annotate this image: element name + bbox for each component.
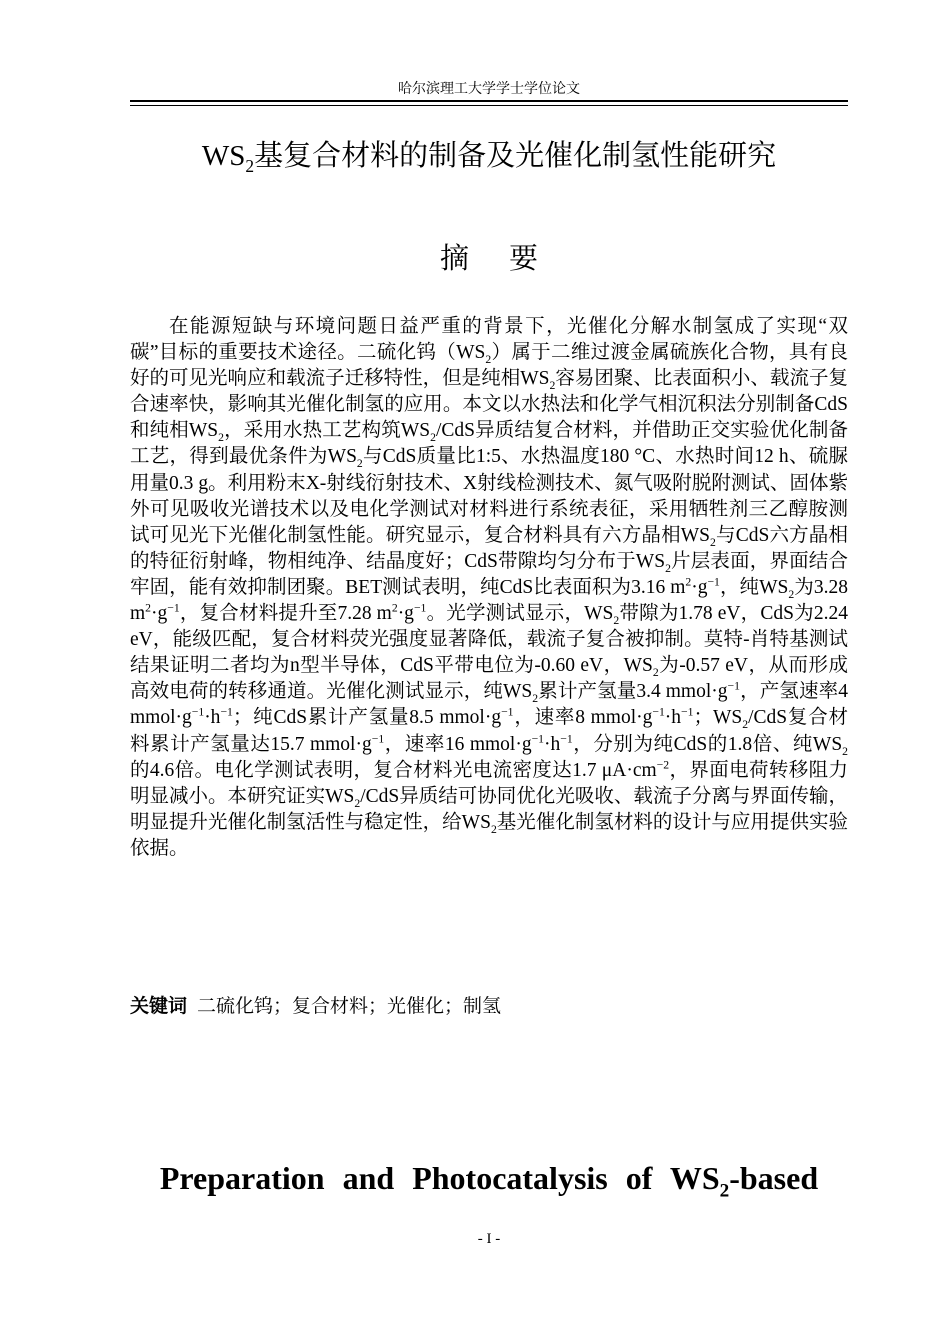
abstract-superscript: −1 [167,601,180,615]
abstract-paragraph [130,314,848,862]
abstract-subscript: 2 [652,666,659,680]
abstract-superscript: −1 [220,705,233,719]
english-title-a: Preparation and Photocatalysis of WS [159,1160,720,1196]
header-rule-thin [130,105,848,106]
abstract-text-run: ·h [204,707,221,729]
abstract-text-run: ，复合材料提升至7.28 m [179,603,392,625]
abstract-superscript: −1 [531,732,545,745]
abstract-text-run: /CdS复合材料累计产氢量达15.7 mmol·g [130,707,848,755]
abstract-heading: 摘要 [439,241,578,275]
abstract-subscript: 2 [356,457,363,471]
abstract-text-run: ·g [151,603,168,625]
abstract-text-run: ）属于二维过渡金属硫族化合物，具有良好的可见光响应和载流子迁移特性，但是纯相WS [130,342,848,390]
abstract-text-run: ·h [544,733,561,755]
abstract-text-run: ·g [397,603,414,625]
abstract-text-run: ·g [691,576,708,598]
abstract-text-run: 与CdS质量比1:5、水热温度180 °C、水热时间12 h、硫脲用量0.3 g。利用粉末X-射线衍射技术、X射线检测技术、氮气吸附脱附测试、固体紫外可见吸收光谱技术以及电化学测试对材料进行系统表征，采用牺牲剂三乙醇胺测试可见光下光催化制氢性能。研究显示，复合材料具有六方晶相WS [130,446,848,546]
abstract-superscript: 2 [145,601,152,615]
abstract-subscript: 2 [485,352,492,366]
abstract-superscript: 2 [685,575,692,589]
abstract-superscript: −1 [727,679,740,693]
abstract-subscript: 2 [842,744,849,758]
abstract-text-run: 为-0.57 eV，从而形成高效电荷的转移通道。光催化测试显示，纯WS [130,655,848,703]
abstract-subscript: 2 [532,692,539,706]
abstract-superscript: −2 [656,758,670,772]
title-subscript: 2 [245,155,255,176]
english-title-subscript: 2 [719,1180,730,1202]
abstract-text-run: ；WS [693,707,743,729]
abstract-text-run: /CdS异质结复合材料，并借助正交实验优化制备工艺，得到最优条件为WS [130,420,848,468]
abstract-subscript: 2 [218,431,224,445]
abstract-superscript: −1 [371,732,385,745]
abstract-text-run: ，分别为纯CdS的1.8倍、纯WS [572,733,843,755]
abstract-superscript: −1 [652,705,665,719]
english-title [100,1160,878,1202]
abstract-subscript: 2 [788,587,795,601]
thesis-title [100,133,878,174]
abstract-subscript: 2 [710,535,716,549]
abstract-text-run: ·h [664,707,682,729]
abstract-text-run: 累计产氢量3.4 mmol·g [538,681,728,703]
abstract-text-run: ，产氢速率4 mmol·g [130,681,848,729]
abstract-text-run: 在能源短缺与环境问题日益严重的背景下，光催化分解水制氢成了实现“双碳”目标的重要技术途径。二硫化钨（WS [130,316,848,364]
abstract-text-run: ，纯WS [719,576,789,598]
abstract-superscript: −1 [191,705,205,719]
abstract-subscript: 2 [430,431,436,445]
page-number: - I - [477,1231,501,1247]
abstract-subscript: 2 [613,613,620,627]
abstract-superscript: −1 [707,575,720,589]
english-title-b: -based [729,1160,819,1196]
abstract-text-run: ；纯CdS累计产氢量8.5 mmol·g [232,707,502,729]
abstract-subscript: 2 [549,379,556,393]
abstract-text-run: ，速率16 mmol·g [384,733,532,755]
abstract-text-run: /CdS异质结可协同优化光吸收、载流子分离与界面传输，明显提升光催化制氢活性与稳定性，给WS [130,785,848,833]
abstract-subscript: 2 [665,561,671,575]
keywords-line [130,991,848,1018]
abstract-text-run: ，界面电荷转移阻力明显减小。本研究证实WS [130,759,848,807]
abstract-superscript: −1 [501,705,514,719]
abstract-superscript: 2 [391,601,398,615]
abstract-superscript: −1 [681,705,694,719]
abstract-text-run: 与CdS六方晶相的特征衍射峰，物相纯净、结晶度好；CdS带隙均匀分布于WS [130,524,848,572]
abstract-subscript: 2 [490,822,497,836]
abstract-text-run: ，采用水热工艺构筑WS [224,420,431,442]
abstract-text-run: 的4.6倍。电化学测试表明，复合材料光电流密度达1.7 μA·cm [130,759,657,781]
abstract-text-run: 容易团聚、比表面积小、载流子复合速率快，影响其光催化制氢的应用。本文以水热法和化学气相沉积法分别制备CdS和纯相WS [130,368,848,442]
abstract-superscript: −1 [560,732,573,745]
abstract-text-run: 基光催化制氢材料的设计与应用提供实验依据。 [130,811,848,859]
running-header: 哈尔滨理工大学学士学位论文 [398,81,580,97]
title-rest: 基复合材料的制备及光催化制氢性能研究 [254,138,777,172]
title-ws: WS [201,140,246,172]
keywords-label: 关键词 [130,995,188,1017]
abstract-text-run: 片层表面，界面结合牢固，能有效抑制团聚。BET测试表明，纯CdS比表面积为3.16 m [130,550,848,598]
abstract-body [130,314,848,862]
abstract-text-run: 。光学测试显示，WS [426,603,614,625]
header-rule-thick [130,100,848,102]
abstract-text-run: 为3.28 m [130,576,848,625]
keywords-text: 二硫化钨；复合材料；光催化；制氢 [197,996,502,1017]
abstract-text-run: 带隙为1.78 eV，CdS为2.24 eV，能级匹配，复合材料荧光强度显著降低，载流子复合被抑制。莫特-肖特基测试结果证明二者均为n型半导体，CdS平带电位为-0.60 eV，WS [130,603,848,677]
abstract-superscript: −1 [413,601,427,615]
abstract-subscript: 2 [742,718,749,732]
abstract-text-run: ，速率8 mmol·g [513,707,653,729]
abstract-subscript: 2 [354,796,361,810]
